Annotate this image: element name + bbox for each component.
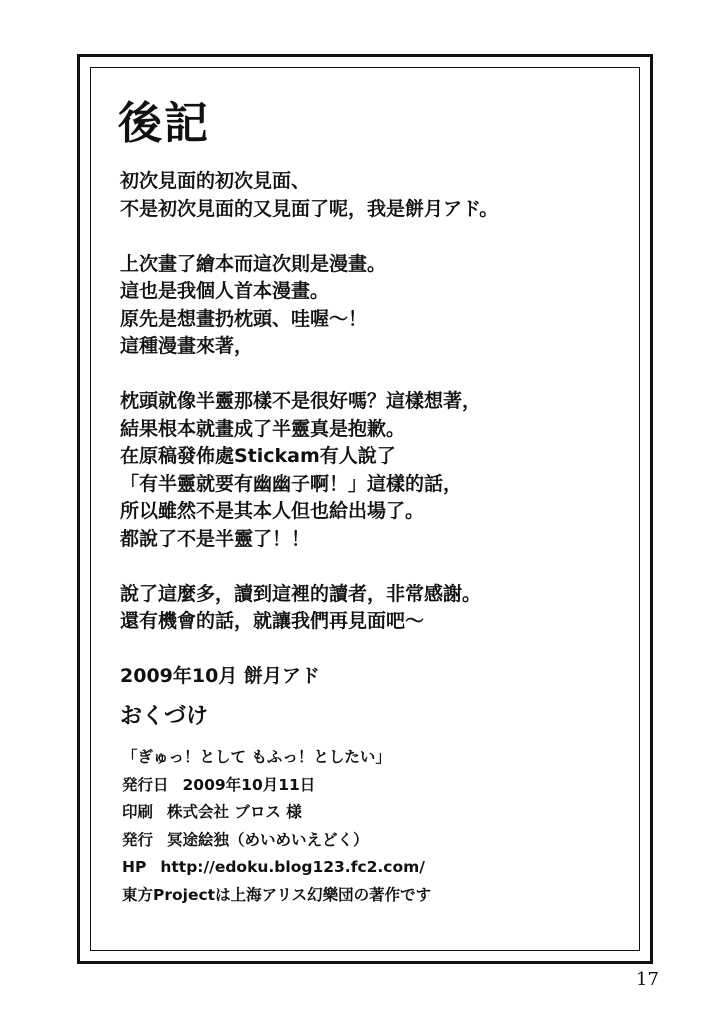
paragraph — [120, 388, 620, 553]
paragraph — [120, 251, 620, 361]
row-label: 発行日 — [122, 775, 169, 794]
paragraph — [120, 581, 620, 636]
text-line: 這種漫畫來著， — [120, 335, 254, 357]
text-line: 所以雖然不是其本人但也給出場了。 — [120, 500, 425, 522]
text-line: 說了這麼多，讀到這裡的讀者，非常感謝。 — [120, 582, 482, 605]
page-title: 後記 — [118, 98, 210, 149]
colophon-title: おくづけ — [120, 704, 209, 729]
text-line: 都說了不是半靈了！！ — [120, 527, 311, 550]
row-value: 2009年10月11日 — [182, 775, 316, 794]
text-line: 「有半靈就要有幽幽子啊！」這樣的話， — [120, 472, 463, 495]
paragraph — [120, 168, 620, 223]
afterword-body — [120, 168, 620, 691]
row-label: 印刷 — [122, 803, 154, 821]
text-line: 還有機會的話，就讓我們再見面吧～ — [120, 610, 425, 632]
date-signature: 2009年10月 餅月アド — [120, 665, 320, 687]
text-line: 枕頭就像半靈那樣不是很好嗎？這樣想著， — [120, 390, 482, 412]
colophon-row-printer — [122, 799, 602, 827]
colophon-row-homepage — [122, 854, 602, 882]
text-line: 這也是我個人首本漫畫。 — [120, 280, 330, 302]
homepage-url: http://edoku.blog123.fc2.com/ — [160, 858, 425, 876]
page-number: 17 — [636, 969, 659, 990]
text-line: 原先是想畫扔枕頭、哇喔～！ — [120, 307, 368, 330]
row-value: 株式会社 ブロス 様 — [167, 803, 302, 821]
colophon-row-date — [122, 772, 602, 800]
row-label: 発行 — [122, 830, 154, 849]
text-line: 結果根本就畫成了半靈真是抱歉。 — [120, 417, 406, 440]
book-title: 「ぎゅっ！として もふっ！としたい」 — [122, 748, 391, 766]
row-label: HP — [122, 858, 147, 876]
text-line: 不是初次見面的又見面了呢，我是餅月アド。 — [120, 197, 499, 220]
copyright-note: 東方Projectは上海アリス幻樂団の著作です — [122, 885, 432, 904]
colophon-row-publisher — [122, 827, 602, 855]
text-line: 在原稿發佈處Stickam有人說了 — [120, 445, 396, 467]
row-value: 冥途絵独（めいめいえどく） — [167, 830, 369, 849]
text-line: 上次畫了繪本而這次則是漫畫。 — [120, 252, 387, 275]
text-line: 初次見面的初次見面、 — [120, 170, 311, 192]
colophon — [122, 744, 602, 909]
